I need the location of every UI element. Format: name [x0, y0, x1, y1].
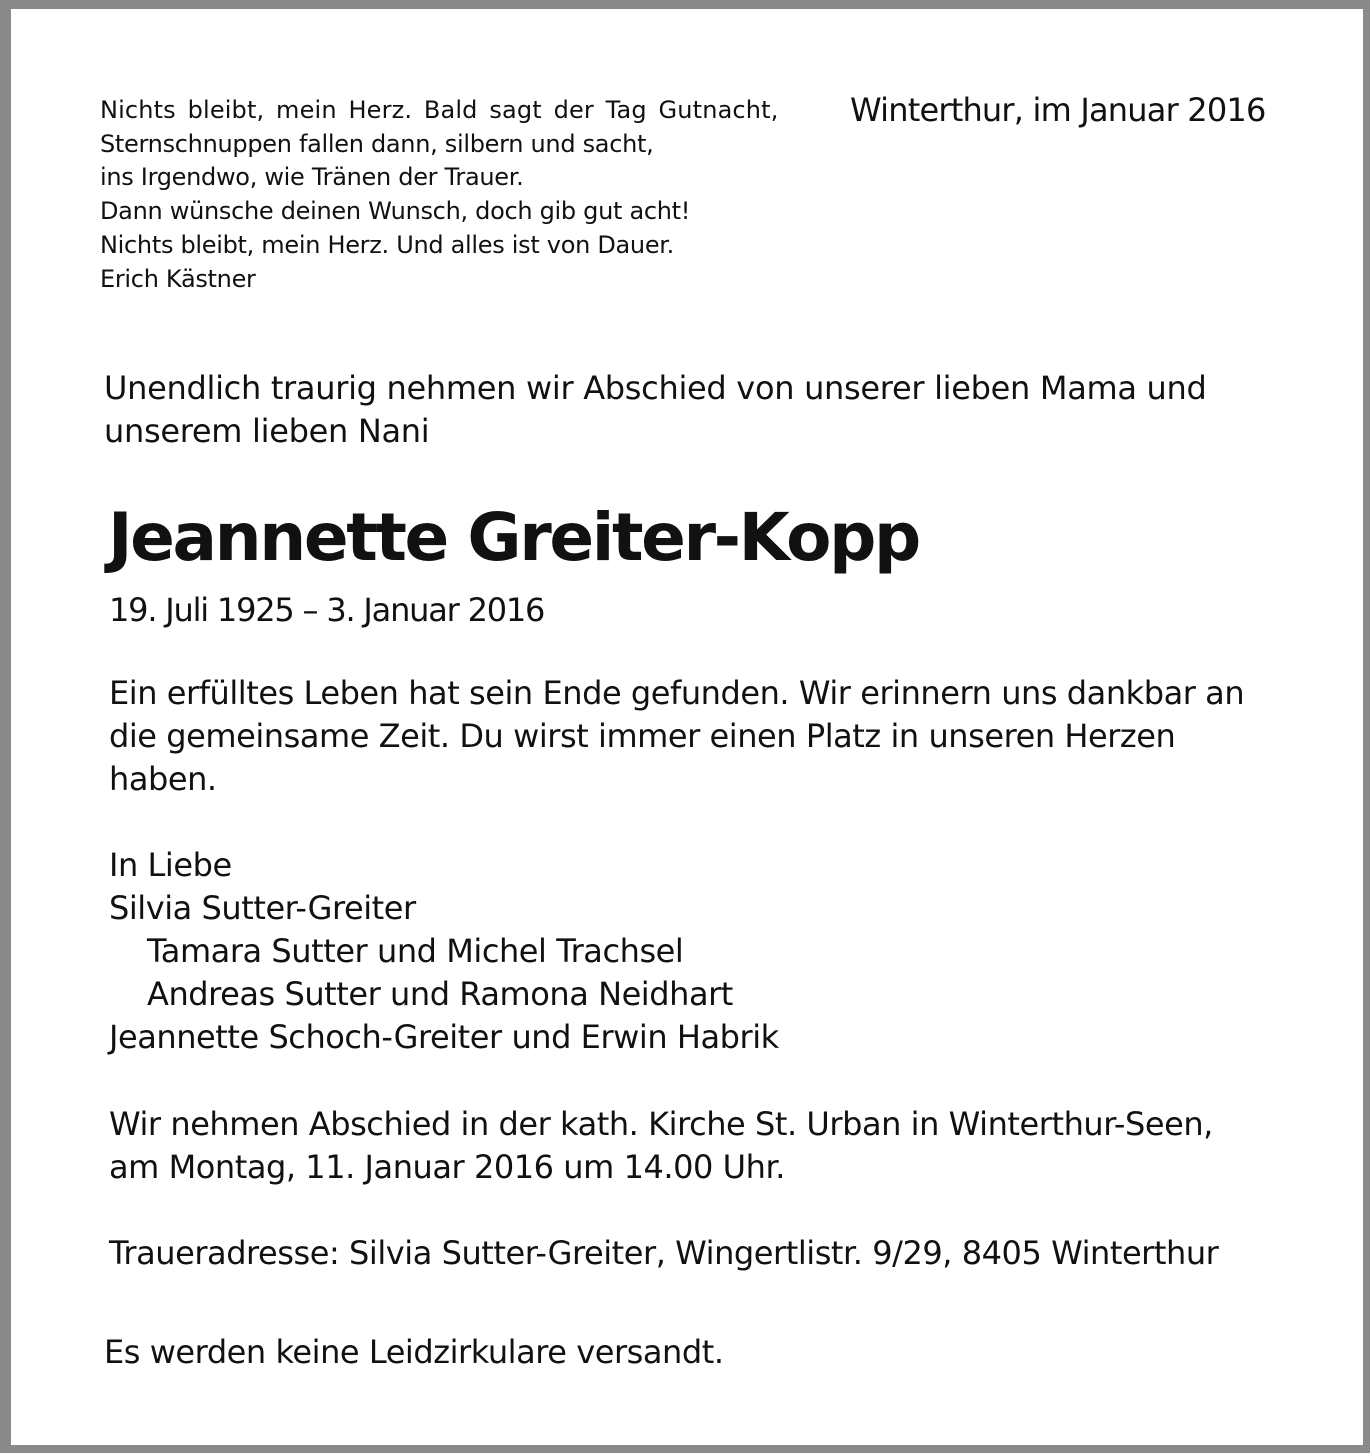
poem	[100, 94, 800, 296]
life-dates: 19. Juli 1925 – 3. Januar 2016	[109, 591, 545, 629]
place-and-date: Winterthur, im Januar 2016	[850, 91, 1266, 129]
family-member: Jeannette Schoch-Greiter und Erwin Habrik	[109, 1018, 779, 1056]
poem-author: Erich Kästner	[100, 264, 256, 293]
tribute-text	[109, 672, 1244, 801]
mourning-address	[109, 1232, 1218, 1275]
family-member: Andreas Sutter und Ramona Neidhart	[147, 975, 733, 1013]
tribute-line: die gemeinsame Zeit. Du wirst immer einen Platz in unseren Herzen	[109, 717, 1176, 755]
service-line: am Montag, 11. Januar 2016 um 14.00 Uhr.	[109, 1148, 785, 1186]
notice-text	[104, 1331, 724, 1374]
family-list	[109, 844, 779, 1059]
deceased-name: Jeannette Greiter-Kopp	[108, 499, 919, 576]
service-line: Wir nehmen Abschied in der kath. Kirche St. Urban in Winterthur-Seen,	[109, 1105, 1213, 1143]
poem-line: Nichts bleibt, mein Herz. Bald sagt der Tag Gutnacht,	[100, 96, 779, 124]
intro-line: unserem lieben Nani	[104, 412, 430, 450]
intro-text	[104, 367, 1264, 453]
poem-line: Dann wünsche deinen Wunsch, doch gib gut acht!	[100, 197, 691, 226]
poem-line: Sternschnuppen fallen dann, silbern und sacht,	[100, 129, 654, 158]
mourning-address-text: Traueradresse: Silvia Sutter-Greiter, Wingertlistr. 9/29, 8405 Winterthur	[109, 1234, 1219, 1272]
family-heading: In Liebe	[109, 846, 232, 884]
family-member: Tamara Sutter und Michel Trachsel	[147, 932, 684, 970]
intro-line: Unendlich traurig nehmen wir Abschied von unserer lieben Mama und	[104, 369, 1207, 407]
family-member: Silvia Sutter-Greiter	[109, 889, 416, 927]
service-info	[109, 1103, 1213, 1189]
tribute-line: haben.	[109, 760, 217, 798]
poem-line: ins Irgendwo, wie Tränen der Trauer.	[100, 163, 524, 192]
poem-line: Nichts bleibt, mein Herz. Und alles ist von Dauer.	[100, 230, 674, 259]
notice-line: Es werden keine Leidzirkulare versandt.	[104, 1333, 724, 1371]
tribute-line: Ein erfülltes Leben hat sein Ende gefunden. Wir erinnern uns dankbar an	[109, 674, 1245, 712]
